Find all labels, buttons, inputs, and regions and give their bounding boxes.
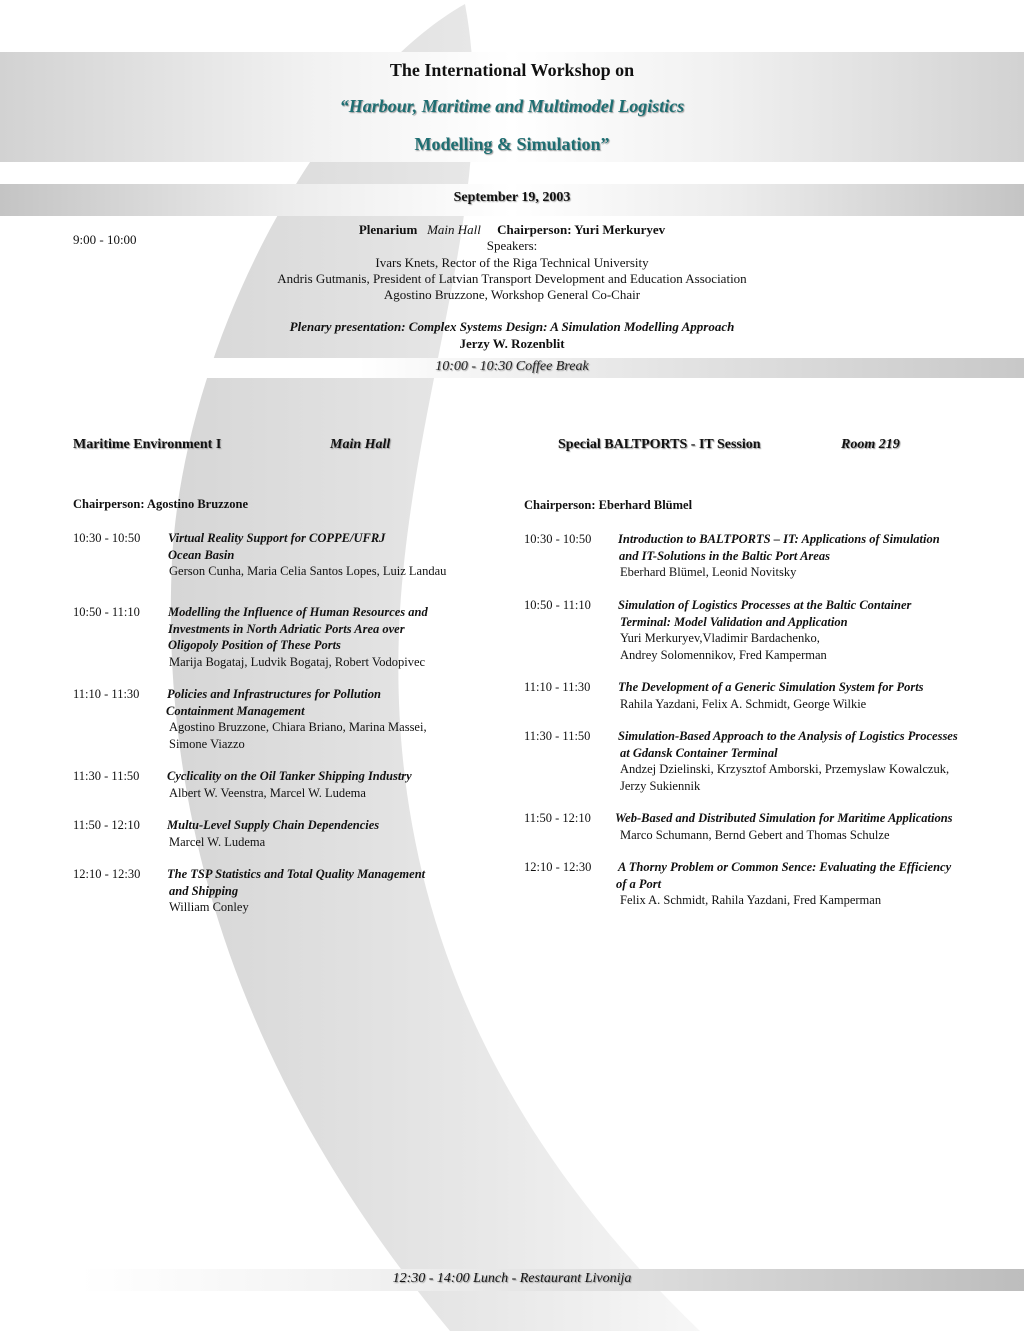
talk-authors: Jerzy Sukiennik — [620, 778, 701, 793]
talk-authors: Andzej Dzielinski, Krzysztof Amborski, Przemyslaw Kowalczuk, — [620, 762, 950, 776]
talk-title: Cyclicality on the Oil Tanker Shipping Industry — [167, 769, 412, 783]
plenary-label: Plenarium — [358, 222, 418, 237]
talk-title: Oligopoly Position of These Ports — [168, 638, 341, 652]
talk-time: 10:30 - 10:50 — [524, 532, 592, 546]
talk-title: Simulation-Based Approach to the Analysis of Logistics Processes — [618, 729, 958, 743]
workshop-title-line1: “Harbour, Maritime and Multimodel Logistics — [339, 96, 685, 116]
right-session-room: Room 219 — [841, 437, 900, 452]
talk-title: Introduction to BALTPORTS – IT: Applications of Simulation — [618, 532, 940, 546]
talk-title: and IT-Solutions in the Baltic Port Areas — [619, 548, 830, 563]
talk-title: Policies and Infrastructures for Pollution — [167, 687, 381, 701]
plenary-heading — [0, 222, 1024, 238]
talk-authors: Agostino Bruzzone, Chiara Briano, Marina Massei, — [169, 720, 427, 734]
talk-authors: Gerson Cunha, Maria Celia Santos Lopes, Luiz Landau — [169, 564, 447, 578]
workshop-title-line2: Modelling & Simulation” — [414, 134, 610, 154]
talk-time: 10:50 - 11:10 — [73, 605, 140, 619]
left-session-room: Main Hall — [330, 437, 391, 452]
talk-authors: Rahila Yazdani, Felix A. Schmidt, George Wilkie — [620, 696, 867, 711]
talk-time: 10:50 - 11:10 — [524, 598, 591, 612]
talk-time: 11:50 - 12:10 — [73, 818, 140, 832]
right-session-chair: Chairperson: Eberhard Blümel — [524, 498, 693, 512]
talk-time: 11:10 - 11:30 — [73, 687, 140, 701]
talk-title: Modelling the Influence of Human Resources and — [168, 605, 428, 619]
coffee-break: 10:00 - 10:30 Coffee Break — [435, 359, 589, 374]
workshop-intro: The International Workshop on — [389, 60, 635, 80]
talk-authors: Felix A. Schmidt, Rahila Yazdani, Fred Kamperman — [620, 893, 882, 907]
talk-title: Terminal: Model Validation and Application — [620, 614, 848, 629]
talk-authors: Marija Bogataj, Ludvik Bogataj, Robert Vodopivec — [169, 654, 426, 669]
talk-time: 11:10 - 11:30 — [524, 680, 591, 694]
lunch-break: 12:30 - 14:00 Lunch - Restaurant Livonija — [392, 1271, 632, 1286]
talk-title: A Thorny Problem or Common Sence: Evaluating the Efficiency — [618, 860, 952, 874]
plenary-block — [0, 222, 1024, 352]
speaker-item: Agostino Bruzzone, Workshop General Co-Chair — [383, 287, 641, 303]
talk-authors: Marcel W. Ludema — [169, 834, 266, 849]
left-session-chair: Chairperson: Agostino Bruzzone — [73, 497, 248, 511]
speakers-label: Speakers: — [486, 238, 538, 254]
talk-authors: William Conley — [169, 900, 249, 914]
talk-title: The Development of a Generic Simulation System for Ports — [618, 680, 924, 694]
talk-time: 11:50 - 12:10 — [524, 811, 591, 825]
talk-title: Containment Management — [166, 703, 305, 718]
talk-title: Simulation of Logistics Processes at the Baltic Container — [618, 598, 912, 612]
talk-time: 12:10 - 12:30 — [524, 860, 592, 874]
talk-title: at Gdansk Container Terminal — [620, 745, 778, 760]
talk-title: Web-Based and Distributed Simulation for Maritime Applications — [615, 811, 953, 825]
talk-time: 11:30 - 11:50 — [524, 729, 591, 743]
talk-title: Ocean Basin — [168, 547, 235, 562]
workshop-date: September 19, 2003 — [453, 190, 571, 205]
talk-authors: Simone Viazzo — [169, 736, 245, 751]
talk-title: The TSP Statistics and Total Quality Management — [167, 867, 426, 881]
talk-authors: Yuri Merkuryev,Vladimir Bardachenko, — [620, 631, 820, 645]
talk-authors: Andrey Solomennikov, Fred Kamperman — [620, 647, 827, 662]
talk-authors: Marco Schumann, Bernd Gebert and Thomas Schulze — [620, 827, 890, 842]
plenary-presenter: Jerzy W. Rozenblit — [459, 335, 565, 351]
plenary-time: 9:00 - 10:00 — [73, 232, 137, 247]
talk-time: 10:30 - 10:50 — [73, 531, 141, 545]
talk-title: Investments in North Adriatic Ports Area over — [168, 621, 405, 636]
talk-authors: Eberhard Blümel, Leonid Novitsky — [620, 565, 797, 579]
left-session-name: Maritime Environment I — [73, 437, 222, 452]
talk-authors: Albert W. Veenstra, Marcel W. Ludema — [169, 785, 366, 800]
speaker-item: Andris Gutmanis, President of Latvian Transport Development and Education Association — [277, 270, 747, 286]
plenary-presentation: Plenary presentation: Complex Systems Design: A Simulation Modelling Approach — [289, 319, 735, 335]
talk-time: 12:10 - 12:30 — [73, 867, 141, 881]
plenary-room: Main Hall — [427, 222, 481, 237]
speaker-item: Ivars Knets, Rector of the Riga Technical University — [375, 254, 649, 270]
talk-title: Multu-Level Supply Chain Dependencies — [167, 818, 380, 832]
talk-time: 11:30 - 11:50 — [73, 769, 140, 783]
right-session-name: Special BALTPORTS - IT Session — [558, 437, 761, 452]
talk-title: Virtual Reality Support for COPPE/UFRJ — [168, 531, 386, 545]
talk-title: and Shipping — [169, 883, 239, 898]
talk-title: of a Port — [616, 876, 662, 891]
plenary-chair: Chairperson: Yuri Merkuryev — [497, 222, 666, 237]
